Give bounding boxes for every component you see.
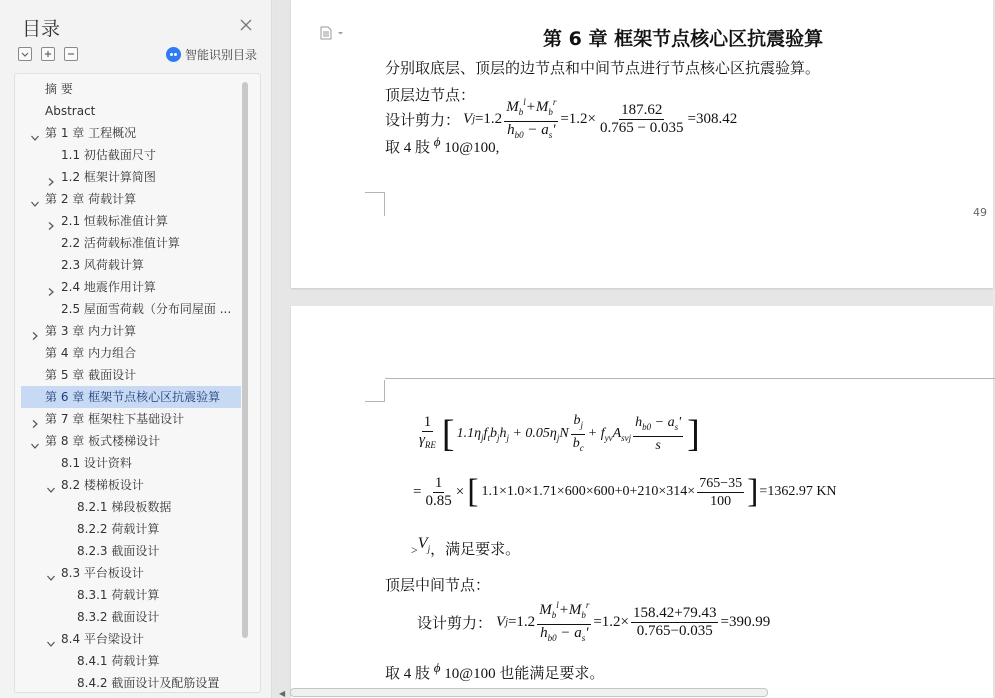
gamma-symbol: γ	[419, 432, 425, 448]
eq2-coef: =1.2	[507, 613, 536, 630]
smart-recognize-icon	[166, 47, 181, 62]
eq2-fraction: $\frac{M_b^l+M_b^r}{h_{b0} - a_s'}$	[537, 597, 591, 647]
toc-item-label: 1.2 框架计算简图	[61, 170, 156, 184]
chevron-down-icon[interactable]	[46, 480, 56, 490]
toc-item-label: 8.1 设计资料	[61, 456, 132, 470]
top-edge-node-heading: 顶层边节点：	[385, 88, 476, 104]
toc-item[interactable]	[21, 474, 241, 496]
right-bracket: ]	[687, 413, 700, 455]
joint-capacity-formula: $\frac{1}{\gamma_{RE}}$ [ $1.1\eta_jf_tb_jh_j + 0.05\eta_jN$ $\frac{b_j}{b_c}$ + $f_{yv}A_{svj}$ $\frac{h_{b0} - a_s'}{s}$ ]	[419, 412, 700, 455]
toc-item[interactable]	[21, 408, 241, 430]
toc-item-label: 8.3.2 截面设计	[77, 610, 160, 624]
toc-item[interactable]	[21, 584, 241, 606]
smart-recognize-label: 智能识别目录	[185, 48, 258, 62]
toc-item[interactable]	[21, 650, 241, 672]
document-outline-icon[interactable]	[320, 25, 346, 44]
document-area	[273, 0, 993, 698]
satisfied-text: ，满足要求。	[430, 542, 521, 558]
toc-tree	[14, 73, 261, 693]
smart-recognize-button[interactable]	[166, 46, 257, 63]
eq1-fraction-values	[598, 102, 685, 137]
toc-item[interactable]	[21, 78, 241, 100]
header-rule	[385, 378, 995, 379]
toc-item-label: 第 2 章 荷载计算	[45, 192, 137, 206]
toc-item[interactable]	[21, 188, 241, 210]
intro-paragraph: 分别取底层、顶层的边节点和中间节点进行节点核心区抗震验算。	[385, 61, 821, 77]
toc-item[interactable]	[21, 540, 241, 562]
chevron-right-icon[interactable]	[46, 172, 56, 182]
frac-085: 0.85	[425, 492, 452, 509]
collapse-all-icon[interactable]	[18, 47, 32, 61]
page-50	[291, 306, 993, 698]
calc-fraction	[697, 475, 744, 510]
chevron-down-icon[interactable]	[46, 568, 56, 578]
chevron-right-icon[interactable]	[46, 282, 56, 292]
horizontal-scrollbar[interactable]	[290, 688, 768, 697]
toc-item-label: 第 1 章 工程概况	[45, 126, 137, 140]
toc-item-label: 2.1 恒载标准值计算	[61, 214, 168, 228]
inv-085-fraction	[423, 475, 453, 510]
toc-scrollbar[interactable]	[242, 82, 248, 638]
page-corner-mark	[365, 192, 385, 216]
toc-item[interactable]	[21, 452, 241, 474]
stirrup-line-2	[385, 660, 604, 683]
eq1-sup-r: r	[552, 97, 557, 107]
eq1-coef: =1.2	[474, 110, 503, 127]
eq1-result: =308.42	[687, 110, 738, 127]
add-heading-icon[interactable]	[41, 47, 55, 61]
eq2-den-value: 0.765−0.035	[636, 622, 713, 639]
phi-symbol-2: ϕ	[433, 660, 441, 675]
toc-item-label: 第 8 章 板式楼梯设计	[45, 434, 161, 448]
toc-item[interactable]	[21, 232, 241, 254]
toc-item[interactable]	[21, 298, 241, 320]
toc-toolbar	[18, 47, 78, 61]
design-shear-equation-2	[417, 602, 770, 642]
top-middle-node-heading: 顶层中间节点：	[385, 578, 491, 594]
toc-item[interactable]	[21, 562, 241, 584]
right-bracket-2: ]	[747, 473, 759, 510]
stirrup-pre-2: 取 4 肢	[385, 666, 431, 682]
chapter-heading: 第 6 章 框架节点核心区抗震验算	[543, 28, 824, 50]
toc-item-label: 2.4 地震作用计算	[61, 280, 156, 294]
scroll-left-icon[interactable]: ◀	[279, 689, 286, 698]
eq1-mid: =1.2×	[560, 110, 597, 127]
times-sign: ×	[455, 483, 465, 500]
shear-label-2: 设计剪力：	[417, 615, 493, 632]
toc-item-label: 2.3 风荷载计算	[61, 258, 144, 272]
toc-item[interactable]	[21, 342, 241, 364]
calc-frac-num: 765−35	[699, 475, 743, 491]
toc-item-label: 1.1 初估截面尺寸	[61, 148, 156, 162]
toc-item[interactable]	[21, 254, 241, 276]
eq2-result: =390.99	[720, 613, 771, 630]
toc-item-label: 2.2 活荷载标准值计算	[61, 236, 180, 250]
toc-item[interactable]	[21, 672, 241, 694]
toc-item[interactable]	[21, 496, 241, 518]
hb0-as-fraction: $\frac{h_{b0} - a_s'}{s}$	[635, 415, 682, 453]
toc-item[interactable]	[21, 210, 241, 232]
design-shear-equation	[385, 97, 738, 140]
toc-item-label: 8.2.2 荷载计算	[77, 522, 160, 536]
stirrup-pre: 取 4 肢	[385, 140, 431, 156]
calc-expression: 1.1×1.0×1.71×600×600+0+210×314×	[481, 484, 696, 499]
eq2-mid: =1.2×	[593, 613, 630, 630]
gamma-sub: RE	[424, 440, 436, 450]
page-49	[291, 0, 993, 288]
eq1-den-value: 0.765 − 0.035	[600, 119, 684, 136]
calc-frac-den: 100	[710, 493, 732, 509]
close-icon[interactable]	[238, 17, 254, 33]
eq1-num-value: 187.62	[621, 101, 663, 118]
toc-item-label: 8.3.1 荷载计算	[77, 588, 160, 602]
eq2-num-value: 158.42+79.43	[633, 604, 717, 621]
toc-item-label: 第 6 章 框架节点核心区抗震验算	[45, 390, 221, 404]
toc-item[interactable]	[21, 320, 241, 342]
toc-item-label: 2.5 屋面雪荷载（分布同屋面 ...	[61, 302, 232, 316]
eq1-lhs: V	[463, 110, 473, 127]
toc-item-label: 8.4.1 荷载计算	[77, 654, 160, 668]
bj-bc-fraction: $\frac{b_j}{b_c}$	[572, 412, 584, 453]
chevron-right-icon[interactable]	[30, 326, 40, 336]
toc-item-label: 8.2 楼梯板设计	[61, 478, 144, 492]
toc-panel	[0, 0, 272, 698]
stirrup-line-1	[385, 134, 499, 157]
gamma-fraction: $\frac{1}{\gamma_{RE}}$	[419, 414, 436, 450]
toc-item-label: 第 3 章 内力计算	[45, 324, 137, 338]
equals-sign: =	[413, 483, 422, 500]
chevron-right-icon[interactable]	[30, 414, 40, 424]
stirrup-post: 10@100,	[444, 140, 500, 156]
eq2-lhs-sub: j	[505, 616, 508, 628]
formula-body: $1.1\eta_jf_tb_jh_j + 0.05\eta_jN$	[456, 425, 569, 443]
toc-item-label: 8.4.2 截面设计及配筋设置	[77, 676, 220, 690]
gt-sign: >	[411, 543, 418, 557]
toc-item[interactable]	[21, 364, 241, 386]
vj-sub: j	[427, 544, 431, 554]
eq1-num-m: M	[506, 99, 519, 115]
chevron-right-icon[interactable]	[46, 216, 56, 226]
eq1-num-plus: +M	[525, 99, 549, 115]
eq1-sup-l: l	[523, 97, 526, 107]
toc-title: 目录	[22, 18, 61, 40]
chevron-down-icon[interactable]	[30, 128, 40, 138]
eq1-fraction: $\frac{M_b^l+M_b^r}{h_{b0} - a_s'}$	[504, 94, 558, 144]
toc-item[interactable]	[21, 122, 241, 144]
capacity-result: =1362.97 KN	[759, 484, 837, 499]
left-bracket-2: [	[467, 473, 479, 510]
check-line-1	[411, 535, 521, 560]
toc-item-label: 8.2.1 梯段板数据	[77, 500, 172, 514]
toc-item-label: 8.2.3 截面设计	[77, 544, 160, 558]
toc-item[interactable]	[21, 144, 241, 166]
toc-item[interactable]	[21, 518, 241, 540]
page-corner-mark-top	[365, 380, 385, 402]
toc-item[interactable]	[21, 276, 241, 298]
phi-symbol: ϕ	[433, 134, 441, 149]
eq1-lhs-sub: j	[472, 113, 475, 125]
formula-head: 1.1η	[456, 425, 482, 441]
toc-item[interactable]	[21, 100, 241, 122]
joint-capacity-values	[413, 468, 837, 516]
toc-item[interactable]	[21, 430, 241, 452]
toc-item-label: 第 4 章 内力组合	[45, 346, 137, 360]
toc-item[interactable]	[21, 386, 241, 408]
toc-item-label: 8.3 平台板设计	[61, 566, 144, 580]
toc-item-label: 8.4 平台梁设计	[61, 632, 144, 646]
remove-heading-icon[interactable]	[64, 47, 78, 61]
shear-label: 设计剪力：	[385, 112, 461, 129]
toc-item[interactable]	[21, 628, 241, 650]
frac-one: 1	[434, 474, 443, 491]
chevron-down-icon[interactable]	[30, 436, 40, 446]
toc-item[interactable]	[21, 606, 241, 628]
eq2-fraction-values	[631, 605, 718, 640]
toc-item-label: Abstract	[45, 104, 96, 118]
chevron-down-icon[interactable]	[30, 194, 40, 204]
toc-item-label: 第 7 章 框架柱下基础设计	[45, 412, 185, 426]
vj-symbol: V	[417, 535, 428, 552]
left-bracket: [	[441, 413, 455, 455]
toc-item-label: 第 5 章 截面设计	[45, 368, 137, 382]
page-number: 49	[973, 206, 987, 219]
stirrup-post-2: 10@100 也能满足要求。	[444, 666, 605, 682]
eq2-lhs: V	[496, 613, 506, 630]
chevron-down-icon[interactable]	[46, 634, 56, 644]
toc-item-label: 摘 要	[45, 82, 73, 96]
toc-list	[21, 78, 245, 691]
toc-item[interactable]	[21, 166, 241, 188]
